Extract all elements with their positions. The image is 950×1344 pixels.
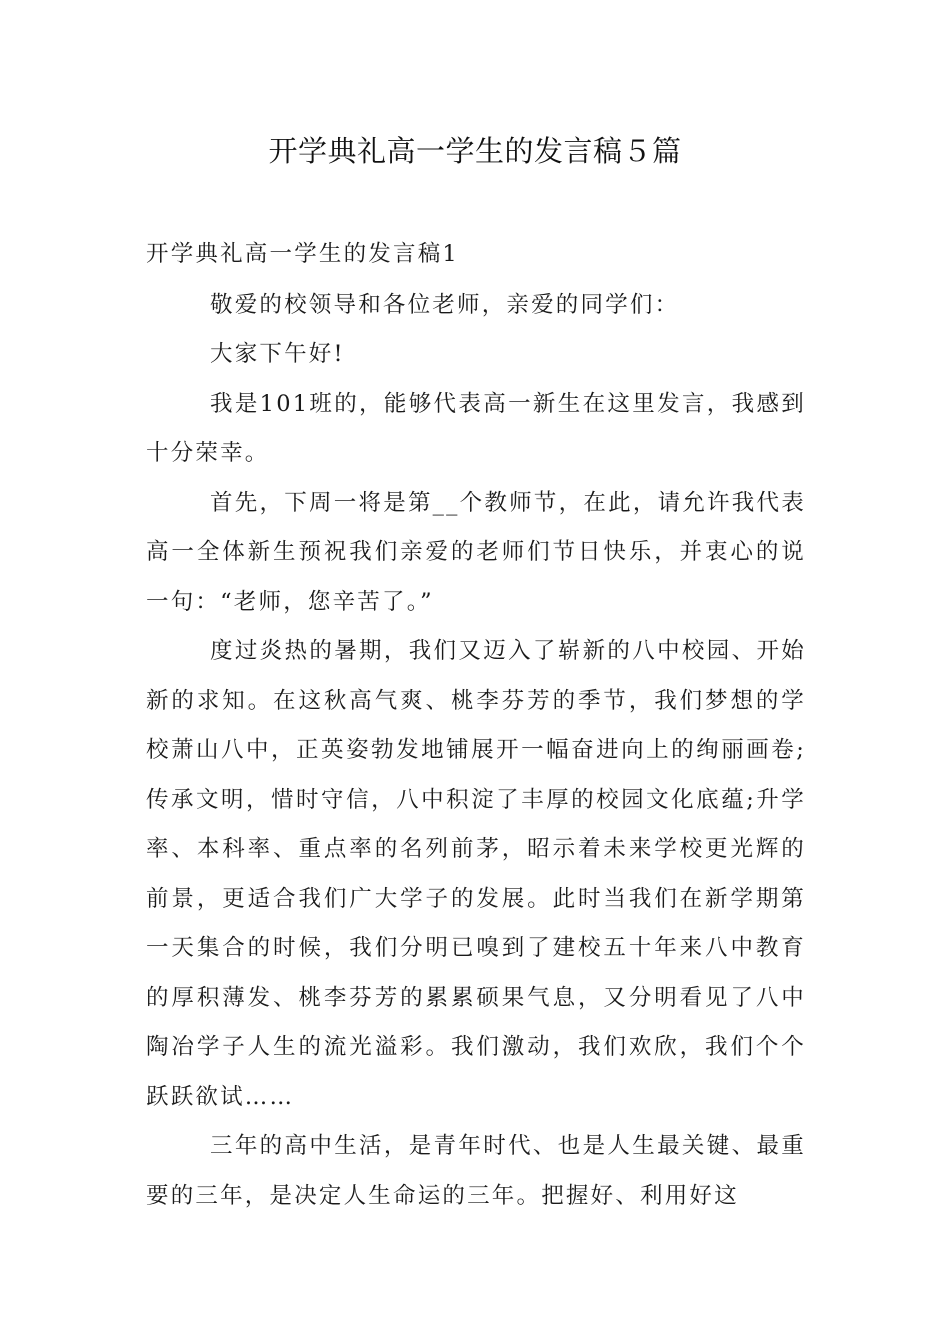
document-title: 开学典礼高一学生的发言稿５篇 (268, 134, 682, 168)
paragraph-introduction: 我是101班的，能够代表高一新生在这里发言，我感到十分荣幸。 (146, 390, 806, 466)
paragraph-teachers-day: 首先，下周一将是第__个教师节，在此，请允许我代表高一全体新生预祝我们亲爱的老师们节日快乐，并衷心的说一句：“老师，您辛苦了。” (146, 489, 806, 615)
paragraph-salutation: 敬爱的校领导和各位老师，亲爱的同学们： (210, 291, 680, 318)
paragraph-three-years: 三年的高中生活，是青年时代、也是人生最关键、最重要的三年，是决定人生命运的三年。把握好、利用好这 (146, 1133, 806, 1209)
document-body (146, 230, 806, 1221)
section-heading: 开学典礼高一学生的发言稿1 (146, 241, 459, 267)
paragraph-greeting: 大家下午好! (210, 341, 345, 367)
paragraph-new-campus: 度过炎热的暑期，我们又迈入了崭新的八中校园、开始新的求知。在这秋高气爽、桃李芬芳的季节，我们梦想的学校萧山八中，正英姿勃发地铺展开一幅奋进向上的绚丽画卷;传承文明，惜时守信，八中积淀了丰厚的校园文化底蕴;升学率、本科率、重点率的名列前茅，昭示着未来学校更光辉的前景，更适合我们广大学子的发展。此时当我们在新学期第一天集合的时候，我们分明已嗅到了建校五十年来八中教育的厚积薄发、桃李芬芳的累累硕果气息，又分明看见了八中陶冶学子人生的流光溢彩。我们激动，我们欢欣，我们个个跃跃欲试…… (146, 638, 806, 1110)
